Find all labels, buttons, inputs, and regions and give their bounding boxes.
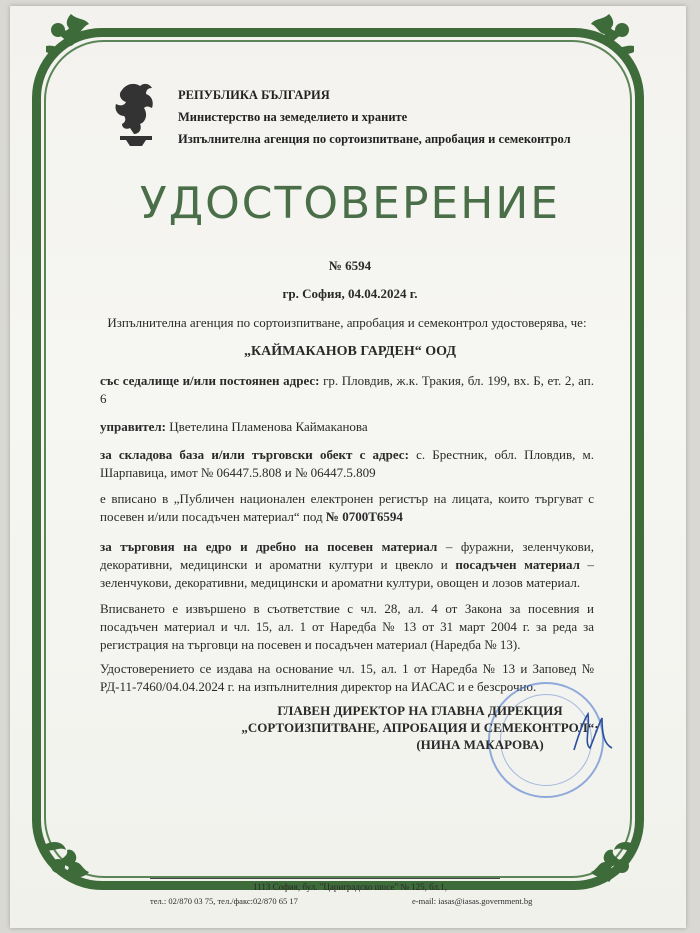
seat-value: гр. Пловдив, ж.к. Тракия, бл. 199, вх. Б, ет. 2, ап. 6: [100, 373, 594, 406]
registry-number: № 0700Т6594: [325, 509, 403, 524]
trade-paragraph: [100, 538, 594, 592]
corner-ornament-icon: [36, 6, 106, 76]
seat-paragraph: [100, 372, 594, 408]
corner-ornament-icon: [574, 820, 644, 890]
warehouse-label: за складова база и/или търговски обект с адрес:: [100, 447, 409, 462]
warehouse-value: с. Брестник, обл. Пловдив, м. Шарпавица, имот № 06447.5.808 и № 06447.5.809: [100, 447, 594, 480]
registry-paragraph: [100, 490, 594, 526]
signatory-name: (НИНА МАКАРОВА): [416, 737, 544, 752]
trade-planting-text: – зеленчукови, декоративни, медицински и ароматни култури, овощен и лозов материал.: [100, 557, 594, 590]
coat-of-arms-icon: [108, 78, 164, 148]
registry-text: е вписано в „Публичен национален електронен регистър на лицата, които търгуват с посевен и/или посадъчен материал“ под: [100, 491, 594, 524]
footer-email: e-mail: iasas@iasas.government.bg: [412, 896, 533, 906]
trade-seed-label: за търговия на едро и дребно на посевен материал: [100, 539, 438, 554]
corner-ornament-icon: [36, 820, 106, 890]
letterhead: [108, 78, 628, 158]
header-agency: Изпълнителна агенция по сортоизпитване, апробация и семеконтрол: [178, 132, 571, 146]
header-ministry: Министерство на земеделието и храните: [178, 110, 408, 124]
place-and-date: гр. София, 04.04.2024 г.: [282, 286, 418, 301]
footer-address: 1113 София, бул. "Цариградско шосе" № 125, бл.1,: [253, 882, 447, 892]
document-title: УДОСТОВЕРЕНИЕ: [139, 178, 561, 229]
warehouse-paragraph: [100, 446, 594, 482]
manager-label: управител:: [100, 419, 167, 434]
issuance-paragraph: Удостоверението се издава на основание чл. 15, ал. 1 от Наредба № 13 и Заповед № РД-11-7460/04.04.2024 г. на изпълнителния директор на ИАСАС и е безсрочно.: [100, 661, 594, 694]
footer-phones: тел.: 02/870 03 75, тел./факс:02/870 65 17: [150, 896, 298, 906]
manager-paragraph: [100, 418, 594, 436]
company-name: „КАЙМАКАНОВ ГАРДЕН“ ООД: [244, 344, 456, 359]
certificate-number: № 6594: [328, 258, 372, 273]
signatory-directorate: „СОРТОИЗПИТВАНЕ, АПРОБАЦИЯ И СЕМЕКОНТРОЛ“:: [241, 720, 599, 735]
handwritten-signature: [566, 700, 626, 770]
signatory-title: ГЛАВЕН ДИРЕКТОР НА ГЛАВНА ДИРЕКЦИЯ: [277, 703, 563, 718]
corner-ornament-icon: [574, 6, 644, 76]
trade-seed-text: – фуражни, зеленчукови, декоративни, медицински и ароматни култури и цвекло и: [100, 539, 594, 572]
manager-value: Цветелина Пламенова Каймаканова: [169, 419, 368, 434]
seat-label: със седалище и/или постоянен адрес:: [100, 373, 320, 388]
trade-planting-label: посадъчен материал: [455, 557, 580, 572]
legal-basis-paragraph: Вписването е извършено в съответствие с чл. 28, ал. 4 от Закона за посевния и посадъчен материал и чл. 15, ал. 1 от Наредба № 13 от 31 март 2004 г. за реда за регистрация на търговци на посевен и посадъчен материал (Наредба № 13).: [100, 601, 594, 652]
intro-text: Изпълнителна агенция по сортоизпитване, апробация и семеконтрол удостоверява, че:: [107, 315, 587, 330]
header-country: РЕПУБЛИКА БЪЛГАРИЯ: [178, 88, 330, 102]
footer-divider: [150, 878, 500, 879]
